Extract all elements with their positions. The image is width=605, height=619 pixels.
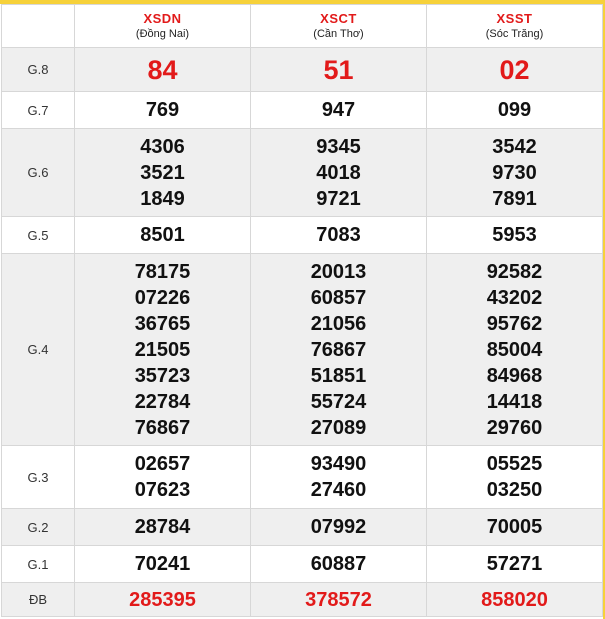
result-cell: [251, 48, 427, 92]
result-number: 3521: [140, 161, 185, 184]
prize-row-special: [2, 583, 603, 617]
province-header-xsct[interactable]: [251, 5, 427, 48]
result-number: 8501: [140, 224, 185, 246]
result-number: 55724: [310, 390, 367, 413]
result-cell: [251, 254, 427, 446]
result-number: 4018: [316, 161, 361, 184]
prize-label: ĐB: [2, 583, 75, 617]
special-prize-number: 285395: [129, 588, 196, 611]
prize-row-g2: [2, 509, 603, 546]
result-number: 5953: [492, 224, 537, 246]
result-cell: [251, 129, 427, 217]
result-cell: [427, 546, 603, 583]
result-number: 9721: [316, 187, 361, 210]
province-code[interactable]: XSST: [496, 11, 533, 26]
prize-label: G.3: [2, 446, 75, 509]
result-cell: [427, 509, 603, 546]
result-cell: [75, 48, 251, 92]
result-cell: [251, 217, 427, 254]
result-number: 14418: [486, 390, 543, 413]
result-number: 03250: [486, 479, 543, 501]
result-number: 57271: [486, 553, 543, 575]
result-cell: [75, 92, 251, 129]
result-number: 78175: [134, 260, 191, 283]
result-number: 92582: [486, 260, 543, 283]
result-number: 51: [323, 54, 354, 85]
province-header-xsdn[interactable]: [75, 5, 251, 48]
result-number: 95762: [486, 312, 543, 335]
result-number: 4306: [140, 135, 185, 158]
prize-row-g3: [2, 446, 603, 509]
result-number: 1849: [140, 187, 185, 210]
prize-label: G.1: [2, 546, 75, 583]
result-cell: [251, 92, 427, 129]
result-number: 76867: [134, 416, 191, 439]
prize-row-g5: [2, 217, 603, 254]
province-code[interactable]: XSDN: [143, 11, 182, 26]
result-number: 70005: [486, 516, 543, 538]
result-number: 84968: [486, 364, 543, 387]
result-number: 9730: [492, 161, 537, 184]
prize-label: G.2: [2, 509, 75, 546]
province-name: (Cần Thơ): [313, 28, 364, 40]
prize-row-g1: [2, 546, 603, 583]
result-number: 769: [145, 99, 180, 121]
result-number: 51851: [310, 364, 367, 387]
result-number: 93490: [310, 453, 367, 475]
result-number: 29760: [486, 416, 543, 439]
prize-label: G.5: [2, 217, 75, 254]
prize-row-g8: [2, 48, 603, 92]
result-cell: [75, 254, 251, 446]
prize-row-g4: [2, 254, 603, 446]
province-name: (Đồng Nai): [135, 28, 190, 40]
prize-label: G.6: [2, 129, 75, 217]
result-number: 02: [499, 54, 530, 85]
result-cell: [75, 583, 251, 617]
result-number: 21505: [134, 338, 191, 361]
result-cell: [427, 92, 603, 129]
result-number: 9345: [316, 135, 361, 158]
special-prize-number: 858020: [481, 588, 548, 611]
result-cell: [251, 509, 427, 546]
result-number: 84: [147, 54, 178, 85]
result-number: 7891: [492, 187, 537, 210]
result-number: 85004: [486, 338, 543, 361]
result-cell: [75, 546, 251, 583]
result-number: 07623: [134, 479, 191, 501]
result-cell: [75, 217, 251, 254]
result-number: 28784: [134, 516, 191, 538]
result-number: 22784: [134, 390, 191, 413]
result-number: 76867: [310, 338, 367, 361]
province-header-row: [2, 5, 603, 48]
result-number: 02657: [134, 453, 191, 475]
result-number: 60857: [310, 286, 367, 309]
result-number: 05525: [486, 453, 543, 475]
result-cell: [251, 583, 427, 617]
prize-label: G.4: [2, 254, 75, 446]
result-number: 27460: [310, 479, 367, 501]
lottery-results-table: [1, 4, 603, 617]
result-cell: [75, 509, 251, 546]
result-cell: [251, 446, 427, 509]
result-number: 27089: [310, 416, 367, 439]
result-number: 099: [497, 99, 532, 121]
prize-row-g6: [2, 129, 603, 217]
province-code[interactable]: XSCT: [320, 11, 357, 26]
result-number: 43202: [486, 286, 543, 309]
result-cell: [427, 254, 603, 446]
result-number: 35723: [134, 364, 191, 387]
result-cell: [427, 217, 603, 254]
province-name: (Sóc Trăng): [485, 28, 544, 40]
result-number: 36765: [134, 312, 191, 335]
result-number: 07992: [310, 516, 367, 538]
result-number: 60887: [310, 553, 367, 575]
result-number: 07226: [134, 286, 191, 309]
result-number: 3542: [492, 135, 537, 158]
prize-row-g7: [2, 92, 603, 129]
result-number: 21056: [310, 312, 367, 335]
result-cell: [427, 48, 603, 92]
province-header-xsst[interactable]: [427, 5, 603, 48]
result-cell: [251, 546, 427, 583]
result-cell: [75, 446, 251, 509]
prize-label: G.7: [2, 92, 75, 129]
result-cell: [427, 583, 603, 617]
header-corner-cell: [2, 5, 75, 48]
result-cell: [427, 446, 603, 509]
result-number: 947: [321, 99, 356, 121]
result-number: 70241: [134, 553, 191, 575]
result-number: 20013: [310, 260, 367, 283]
special-prize-number: 378572: [305, 588, 372, 611]
result-number: 7083: [316, 224, 361, 246]
prize-label: G.8: [2, 48, 75, 92]
result-cell: [427, 129, 603, 217]
result-cell: [75, 129, 251, 217]
